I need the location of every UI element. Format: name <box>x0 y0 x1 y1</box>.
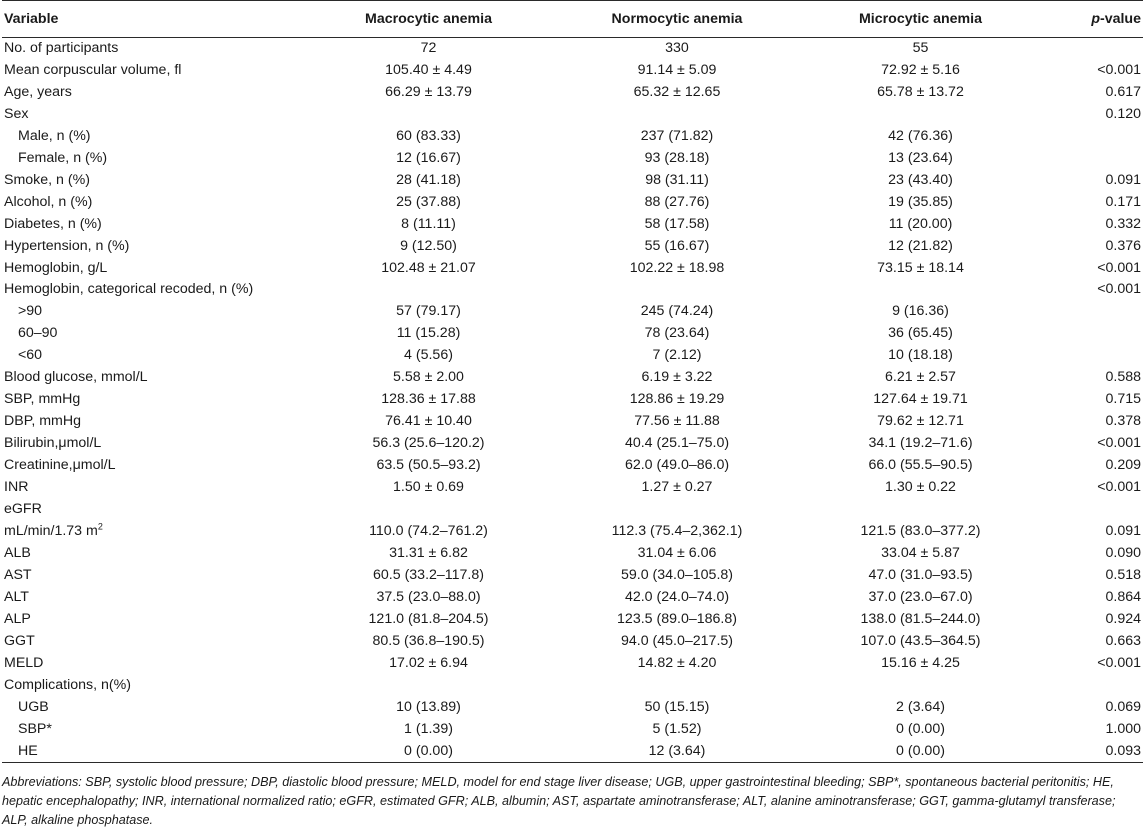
cell-variable <box>2 279 304 301</box>
cell-macrocytic: 105.40 ± 4.49 <box>385 61 472 78</box>
table-row <box>2 192 1143 214</box>
cell-microcytic: 6.21 ± 2.57 <box>885 369 956 386</box>
header-microcytic: Microcytic anemia <box>801 1 1040 38</box>
cell-variable <box>2 653 304 675</box>
variable-label: Mean corpuscular volume, fl <box>4 61 182 78</box>
cell-microcytic: 66.0 (55.5–90.5) <box>868 457 973 474</box>
table-row <box>2 433 1143 455</box>
cell-macrocytic: 25 (37.88) <box>396 193 461 210</box>
cell-p-value <box>1040 126 1143 148</box>
cell-variable <box>2 258 304 280</box>
table-row <box>2 455 1143 477</box>
abbreviations-footnote: Abbreviations: SBP, systolic blood pressure; DBP, diastolic blood pressure; MELD, model for end stage liver disease; UGB, upper gastrointestinal bleeding; SBP*, spontaneous bacterial peritonitis; HE, hepatic encephalopathy; INR, international normalized ratio; eGFR, estimated GFR; ALB, albumin; AST, aspartate aminotransferase; ALT, alanine aminotransferase; GGT, gamma-glutamyl transferase; ALP, alkaline phosphatase. <box>2 775 1116 828</box>
cell-normocytic <box>553 499 801 521</box>
cell-variable <box>2 587 304 609</box>
cell-variable <box>2 345 304 367</box>
cell-macrocytic: 102.48 ± 21.07 <box>381 259 476 276</box>
cell-microcytic: 10 (18.18) <box>888 347 953 364</box>
cell-p-value: 0.378 <box>1105 413 1141 430</box>
cell-macrocytic <box>304 499 553 521</box>
cell-macrocytic: 9 (12.50) <box>400 237 457 254</box>
variable-label: SBP, mmHg <box>4 391 81 408</box>
table-row <box>2 741 1143 763</box>
cell-normocytic: 31.04 ± 6.06 <box>637 544 717 561</box>
cell-normocytic: 98 (31.11) <box>645 171 709 188</box>
cell-normocytic: 6.19 ± 3.22 <box>641 369 713 386</box>
cell-variable <box>2 148 304 170</box>
cell-p-value: 0.864 <box>1105 588 1141 605</box>
variable-label: mL/min/1.73 m <box>4 522 98 539</box>
cell-macrocytic: 76.41 ± 10.40 <box>385 413 472 430</box>
table-row <box>2 148 1143 170</box>
cell-macrocytic: 72 <box>420 40 437 56</box>
table-row <box>2 236 1143 258</box>
table-row <box>2 631 1143 653</box>
header-p-value <box>1040 1 1143 38</box>
cell-macrocytic: 8 (11.11) <box>401 215 456 232</box>
variable-label: SBP* <box>18 720 52 737</box>
cell-p-value: 0.209 <box>1105 457 1141 474</box>
cell-variable <box>2 82 304 104</box>
cell-microcytic: 138.0 (81.5–244.0) <box>860 610 981 627</box>
cell-variable <box>2 38 304 60</box>
variable-label: ALT <box>4 588 29 605</box>
variable-label: Hypertension, n (%) <box>4 237 130 254</box>
cell-normocytic: 91.14 ± 5.09 <box>637 61 717 78</box>
cell-microcytic: 107.0 (43.5–364.5) <box>860 632 981 649</box>
variable-label: ALB <box>4 544 31 561</box>
table-row <box>2 38 1143 60</box>
cell-variable <box>2 367 304 389</box>
cell-p-value: 0.617 <box>1105 83 1141 100</box>
cell-microcytic: 0 (0.00) <box>896 720 945 737</box>
cell-microcytic: 65.78 ± 13.72 <box>877 83 964 100</box>
cell-microcytic: 12 (21.82) <box>888 237 953 254</box>
table-row <box>2 345 1143 367</box>
variable-label: Creatinine,μmol/L <box>4 457 116 474</box>
cell-p-value: <0.001 <box>1097 281 1141 298</box>
cell-macrocytic: 10 (13.89) <box>396 698 461 715</box>
variable-label: Diabetes, n (%) <box>4 215 102 232</box>
variable-label: Male, n (%) <box>18 127 91 144</box>
header-p-italic: p <box>1091 11 1100 27</box>
cell-macrocytic: 11 (15.28) <box>396 325 461 342</box>
cell-microcytic: 47.0 (31.0–93.5) <box>868 566 973 583</box>
cell-variable <box>2 455 304 477</box>
table-row <box>2 323 1143 345</box>
table-row <box>2 499 1143 521</box>
cell-p-value: 0.120 <box>1105 105 1141 122</box>
cell-p-value: 0.332 <box>1105 215 1141 232</box>
table-row <box>2 82 1143 104</box>
cell-microcytic: 33.04 ± 5.87 <box>881 544 960 561</box>
table-row <box>2 653 1143 675</box>
cell-microcytic: 36 (65.45) <box>888 325 953 342</box>
cell-variable <box>2 170 304 192</box>
cell-normocytic: 93 (28.18) <box>644 149 710 166</box>
cell-variable <box>2 697 304 719</box>
cell-normocytic: 112.3 (75.4–2,362.1) <box>611 522 743 539</box>
cell-normocytic: 55 (16.67) <box>644 237 710 254</box>
cell-normocytic: 123.5 (89.0–186.8) <box>617 610 737 627</box>
cell-normocytic: 102.22 ± 18.98 <box>629 259 725 276</box>
cell-variable <box>2 433 304 455</box>
cell-microcytic: 79.62 ± 12.71 <box>877 413 964 430</box>
table-row <box>2 258 1143 280</box>
cell-p-value: 0.091 <box>1105 171 1141 188</box>
cell-p-value <box>1040 675 1143 697</box>
header-p-suffix: -value <box>1099 11 1141 27</box>
cell-variable <box>2 631 304 653</box>
cell-macrocytic: 63.5 (50.5–93.2) <box>376 457 481 474</box>
cell-microcytic: 127.64 ± 19.71 <box>873 391 968 408</box>
table-row <box>2 411 1143 433</box>
cell-macrocytic: 31.31 ± 6.82 <box>389 544 468 561</box>
cell-macrocytic: 28 (41.18) <box>396 171 461 188</box>
cell-p-value: 0.376 <box>1105 237 1141 254</box>
anemia-characteristics-table <box>2 0 1143 763</box>
variable-label: UGB <box>18 698 49 715</box>
cell-macrocytic <box>304 104 553 126</box>
cell-p-value: 0.924 <box>1105 610 1141 627</box>
cell-normocytic: 12 (3.64) <box>553 741 801 763</box>
cell-p-value: 0.663 <box>1105 632 1141 649</box>
table-row <box>2 675 1143 697</box>
cell-p-value: 0.090 <box>1105 544 1141 561</box>
variable-label: INR <box>4 479 29 496</box>
table-row <box>2 543 1143 565</box>
table-body <box>2 38 1143 763</box>
cell-variable <box>2 741 304 763</box>
cell-microcytic: 1.30 ± 0.22 <box>885 479 956 496</box>
cell-microcytic <box>801 499 1040 521</box>
table-row <box>2 609 1143 631</box>
variable-label: eGFR <box>4 501 42 518</box>
variable-label: Sex <box>4 105 29 122</box>
table-row <box>2 60 1143 82</box>
cell-microcytic: 11 (20.00) <box>888 215 953 232</box>
cell-normocytic <box>553 279 801 301</box>
cell-variable <box>2 499 304 521</box>
cell-p-value: <0.001 <box>1097 61 1141 78</box>
cell-variable <box>2 104 304 126</box>
cell-variable <box>2 565 304 587</box>
cell-macrocytic: 60 (83.33) <box>396 127 461 144</box>
cell-microcytic: 37.0 (23.0–67.0) <box>868 588 973 605</box>
cell-p-value: 0.518 <box>1105 566 1141 583</box>
cell-variable <box>2 477 304 499</box>
cell-macrocytic: 17.02 ± 6.94 <box>389 654 468 671</box>
table-row <box>2 104 1143 126</box>
cell-normocytic: 62.0 (49.0–86.0) <box>624 457 730 474</box>
cell-p-value <box>1040 323 1143 345</box>
cell-microcytic: 13 (23.64) <box>888 149 953 166</box>
cell-normocytic: 58 (17.58) <box>644 215 710 232</box>
cell-p-value: <0.001 <box>1097 654 1141 671</box>
table-row <box>2 214 1143 236</box>
cell-microcytic: 15.16 ± 4.25 <box>881 654 960 671</box>
cell-variable <box>2 323 304 345</box>
cell-microcytic <box>801 675 1040 697</box>
variable-label: <60 <box>18 347 43 364</box>
cell-microcytic: 55 <box>912 40 929 56</box>
variable-label: ALP <box>4 610 31 627</box>
cell-microcytic: 9 (16.36) <box>892 303 949 320</box>
cell-variable <box>2 609 304 631</box>
cell-macrocytic: 110.0 (74.2–761.2) <box>369 522 488 539</box>
table-row <box>2 565 1143 587</box>
cell-variable <box>2 126 304 148</box>
cell-p-value: 0.588 <box>1105 369 1141 386</box>
header-normocytic: Normocytic anemia <box>553 1 801 38</box>
cell-microcytic: 121.5 (83.0–377.2) <box>860 522 981 539</box>
table-row <box>2 697 1143 719</box>
cell-normocytic: 40.4 (25.1–75.0) <box>624 435 730 452</box>
cell-macrocytic: 1 (1.39) <box>404 720 453 737</box>
cell-macrocytic: 128.36 ± 17.88 <box>381 391 476 408</box>
table-row <box>2 719 1143 741</box>
cell-normocytic: 65.32 ± 12.65 <box>633 83 721 100</box>
cell-macrocytic: 121.0 (81.8–204.5) <box>368 610 489 627</box>
cell-microcytic: 72.92 ± 5.16 <box>881 61 960 78</box>
variable-label: Age, years <box>4 83 72 100</box>
table-row <box>2 126 1143 148</box>
cell-macrocytic: 56.3 (25.6–120.2) <box>372 435 485 452</box>
cell-p-value: 0.715 <box>1105 391 1141 408</box>
variable-label: AST <box>4 566 32 583</box>
cell-variable <box>2 543 304 565</box>
cell-macrocytic: 80.5 (36.8–190.5) <box>372 632 485 649</box>
cell-normocytic: 5 (1.52) <box>652 720 702 737</box>
cell-variable <box>2 389 304 411</box>
cell-normocytic: 78 (23.64) <box>644 325 710 342</box>
variable-label: Alcohol, n (%) <box>4 193 93 210</box>
cell-microcytic: 2 (3.64) <box>896 698 945 715</box>
cell-variable <box>2 236 304 258</box>
cell-microcytic: 0 (0.00) <box>801 741 1040 763</box>
cell-normocytic: 128.86 ± 19.29 <box>629 391 725 408</box>
cell-p-value: 0.171 <box>1105 193 1141 210</box>
cell-normocytic: 88 (27.76) <box>644 193 710 210</box>
variable-label: 60–90 <box>18 325 58 342</box>
cell-normocytic: 94.0 (45.0–217.5) <box>620 632 733 649</box>
cell-macrocytic <box>304 675 553 697</box>
cell-variable <box>2 675 304 697</box>
variable-label: Female, n (%) <box>18 149 108 166</box>
cell-p-value: <0.001 <box>1097 259 1141 276</box>
cell-macrocytic: 4 (5.56) <box>404 347 453 364</box>
header-row <box>2 1 1143 38</box>
cell-normocytic: 1.27 ± 0.27 <box>641 479 713 496</box>
cell-p-value: <0.001 <box>1097 479 1141 496</box>
variable-label: Hemoglobin, categorical recoded, n (%) <box>4 281 254 298</box>
cell-normocytic: 50 (15.15) <box>644 698 710 715</box>
variable-label: Blood glucose, mmol/L <box>4 369 148 386</box>
variable-label: MELD <box>4 654 44 671</box>
header-macrocytic: Macrocytic anemia <box>304 1 553 38</box>
cell-variable <box>2 521 304 543</box>
cell-macrocytic <box>304 279 553 301</box>
cell-macrocytic: 1.50 ± 0.69 <box>393 479 464 496</box>
cell-normocytic: 330 <box>665 40 689 56</box>
variable-label: Smoke, n (%) <box>4 171 90 188</box>
cell-normocytic: 245 (74.24) <box>640 303 714 320</box>
cell-p-value: <0.001 <box>1097 435 1141 452</box>
table-row <box>2 279 1143 301</box>
cell-variable <box>2 411 304 433</box>
cell-p-value <box>1040 38 1143 60</box>
cell-variable <box>2 192 304 214</box>
cell-microcytic: 42 (76.36) <box>888 127 953 144</box>
cell-macrocytic: 57 (79.17) <box>396 303 461 320</box>
cell-normocytic <box>553 104 801 126</box>
cell-p-value <box>1040 499 1143 521</box>
table-row <box>2 301 1143 323</box>
variable-label: No. of participants <box>4 40 119 56</box>
cell-variable <box>2 719 304 741</box>
cell-normocytic: 59.0 (34.0–105.8) <box>620 566 733 583</box>
table-row <box>2 477 1143 499</box>
table-row <box>2 367 1143 389</box>
variable-label: Bilirubin,μmol/L <box>4 435 102 452</box>
cell-p-value <box>1040 301 1143 323</box>
cell-macrocytic: 5.58 ± 2.00 <box>393 369 464 386</box>
cell-p-value <box>1040 345 1143 367</box>
table-row <box>2 521 1143 543</box>
table-row <box>2 389 1143 411</box>
table-row <box>2 587 1143 609</box>
cell-normocytic: 7 (2.12) <box>652 347 702 364</box>
cell-microcytic <box>801 279 1040 301</box>
cell-variable <box>2 60 304 82</box>
cell-normocytic: 14.82 ± 4.20 <box>637 654 717 671</box>
cell-p-value: 0.069 <box>1105 698 1141 715</box>
variable-label: HE <box>18 742 38 759</box>
variable-label: GGT <box>4 632 35 649</box>
variable-label: Complications, n(%) <box>4 676 131 693</box>
cell-normocytic <box>553 675 801 697</box>
cell-macrocytic: 0 (0.00) <box>304 741 553 763</box>
cell-microcytic: 19 (35.85) <box>888 193 953 210</box>
cell-macrocytic: 12 (16.67) <box>396 149 461 166</box>
header-variable: Variable <box>2 1 304 38</box>
cell-variable <box>2 214 304 236</box>
cell-macrocytic: 60.5 (33.2–117.8) <box>373 566 484 583</box>
cell-p-value: 1.000 <box>1105 720 1141 737</box>
cell-microcytic: 73.15 ± 18.14 <box>877 259 964 276</box>
cell-normocytic: 77.56 ± 11.88 <box>634 413 720 430</box>
table-row <box>2 170 1143 192</box>
table-header <box>2 1 1143 38</box>
variable-label: DBP, mmHg <box>4 413 81 430</box>
cell-normocytic: 42.0 (24.0–74.0) <box>624 588 730 605</box>
cell-macrocytic: 37.5 (23.0–88.0) <box>376 588 481 605</box>
variable-superscript: 2 <box>97 521 103 532</box>
cell-variable <box>2 301 304 323</box>
cell-p-value: 0.093 <box>1040 741 1143 763</box>
variable-label: >90 <box>18 303 43 320</box>
cell-microcytic: 34.1 (19.2–71.6) <box>868 435 973 452</box>
cell-normocytic: 237 (71.82) <box>640 127 714 144</box>
cell-microcytic: 23 (43.40) <box>888 171 953 188</box>
variable-label: Hemoglobin, g/L <box>4 259 108 276</box>
cell-p-value <box>1040 148 1143 170</box>
cell-macrocytic: 66.29 ± 13.79 <box>385 83 472 100</box>
cell-p-value: 0.091 <box>1105 522 1141 539</box>
cell-microcytic <box>801 104 1040 126</box>
